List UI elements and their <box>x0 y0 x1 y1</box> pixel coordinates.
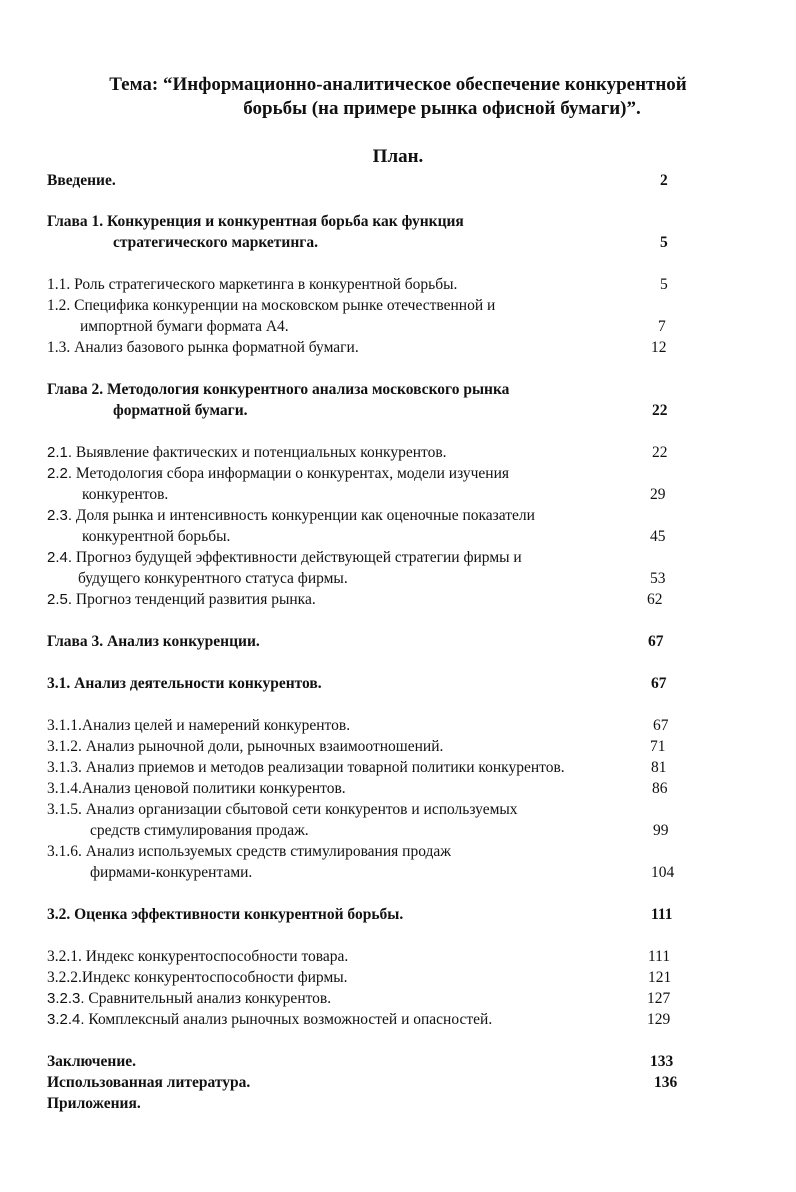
toc-entry-appendix <box>0 1094 796 1116</box>
toc-entry-number: 2.3. <box>47 507 73 524</box>
toc-entry-3-2-4 <box>0 1010 796 1032</box>
title-line-2: борьбы (на примере рынка офисной бумаги)”. <box>243 98 641 119</box>
toc-page-number: 104 <box>651 864 675 881</box>
toc-chapter-1-cont <box>0 233 796 255</box>
toc-entry-text: Введение. <box>47 172 116 189</box>
toc-entry-text: Сравнительный анализ конкурентов. <box>88 990 332 1007</box>
toc-entry-text: 3.1. Анализ деятельности конкурентов. <box>47 675 322 692</box>
toc-entry-3-2-1 <box>0 947 796 969</box>
toc-page-number: 67 <box>653 717 669 734</box>
toc-entry-text: конкурентов. <box>82 486 169 503</box>
toc-entry-1-3 <box>0 338 796 360</box>
toc-entry-1-2 <box>0 296 796 318</box>
toc-entry-text: 1.3. Анализ базового рынка форматной бумаги. <box>47 339 359 356</box>
toc-entry-number: 2.2. <box>47 465 73 482</box>
toc-chapter-2-cont <box>0 401 796 423</box>
toc-entry-3-1-3 <box>0 758 796 780</box>
toc-entry-3-1-6-cont <box>0 863 796 885</box>
toc-entry-text: Прогноз тенденций развития рынка. <box>75 591 316 608</box>
toc-entry-text: Прогноз будущей эффективности действующей стратегии фирмы и <box>75 549 522 566</box>
toc-entry-text: стратегического маркетинга. <box>113 234 318 251</box>
toc-entry-text: Глава 3. Анализ конкуренции. <box>47 633 260 650</box>
toc-entry-conclusion <box>0 1052 796 1074</box>
toc-entry-2-1 <box>0 443 796 465</box>
toc-entry-text: Доля рынка и интенсивность конкуренции как оценочные показатели <box>75 507 535 524</box>
toc-entry-3-1-1 <box>0 716 796 738</box>
toc-entry-text: 3.2.2.Индекс конкурентоспособности фирмы. <box>47 969 348 986</box>
toc-entry-2-3 <box>0 506 796 528</box>
toc-section-3-2 <box>0 905 796 927</box>
toc-entry-text: Приложения. <box>47 1095 141 1112</box>
toc-entry-number: 3.2.4. <box>47 1011 85 1028</box>
toc-page-number: 67 <box>648 633 664 650</box>
toc-page-number: 5 <box>660 234 668 251</box>
toc-page-number: 67 <box>651 675 667 692</box>
toc-entry-text: 3.1.4.Анализ ценовой политики конкурентов. <box>47 780 346 797</box>
toc-entry-2-4 <box>0 548 796 570</box>
toc-entry-text: Заключение. <box>47 1053 137 1070</box>
toc-entry-3-2-3 <box>0 989 796 1011</box>
toc-page-number: 62 <box>647 591 663 608</box>
toc-entry-text: 3.1.2. Анализ рыночной доли, рыночных взаимоотношений. <box>47 738 444 755</box>
toc-entry-number: 2.4. <box>47 549 73 566</box>
toc-page-number: 133 <box>650 1053 674 1070</box>
toc-entry-text: Комплексный анализ рыночных возможностей и опасностей. <box>88 1011 493 1028</box>
toc-entry-text: 3.1.6. Анализ используемых средств стимулирования продаж <box>47 843 451 860</box>
toc-section-3-1 <box>0 674 796 696</box>
toc-entry-intro <box>0 171 796 193</box>
toc-entry-text: форматной бумаги. <box>113 402 248 419</box>
toc-page-number: 22 <box>652 444 668 461</box>
toc-chapter-2 <box>0 380 796 402</box>
toc-entry-text: 3.1.3. Анализ приемов и методов реализации товарной политики конкурентов. <box>47 759 565 776</box>
toc-entry-text: импортной бумаги формата А4. <box>80 318 289 335</box>
toc-entry-number: 2.1. <box>47 444 73 461</box>
toc-entry-text: 3.1.1.Анализ целей и намерений конкурентов. <box>47 717 351 734</box>
toc-entry-number: 3.2.3. <box>47 990 85 1007</box>
toc-entry-text: фирмами-конкурентами. <box>90 864 253 881</box>
toc-page-number: 129 <box>647 1011 671 1028</box>
toc-entry-text: Выявление фактических и потенциальных конкурентов. <box>75 444 447 461</box>
toc-page-number: 111 <box>651 906 673 923</box>
document-title <box>40 73 756 121</box>
toc-page-number: 12 <box>651 339 667 356</box>
plan-heading: План. <box>372 146 424 167</box>
toc-page-number: 22 <box>652 402 668 419</box>
toc-page-number: 53 <box>650 570 666 587</box>
toc-entry-2-4-cont <box>0 569 796 591</box>
toc-entry-text: Методология сбора информации о конкурентах, модели изучения <box>75 465 510 482</box>
toc-entry-3-1-5-cont <box>0 821 796 843</box>
toc-entry-1-2-cont <box>0 317 796 339</box>
toc-entry-text: 1.2. Специфика конкуренции на московском рынке отечественной и <box>47 297 496 314</box>
toc-page-number: 99 <box>653 822 669 839</box>
toc-page-number: 136 <box>654 1074 678 1091</box>
toc-entry-literature <box>0 1073 796 1095</box>
toc-page-number: 111 <box>648 948 671 965</box>
toc-entry-text: 3.2. Оценка эффективности конкурентной борьбы. <box>47 906 404 923</box>
toc-entry-number: 2.5. <box>47 591 73 608</box>
toc-entry-text: средств стимулирования продаж. <box>90 822 309 839</box>
toc-entry-text: будущего конкурентного статуса фирмы. <box>78 570 348 587</box>
toc-entry-3-1-4 <box>0 779 796 801</box>
toc-entry-text: 3.2.1. Индекс конкурентоспособности товара. <box>47 948 349 965</box>
toc-entry-3-1-6 <box>0 842 796 864</box>
toc-entry-text: конкурентной борьбы. <box>82 528 231 545</box>
toc-entry-2-3-cont <box>0 527 796 549</box>
toc-page-number: 45 <box>650 528 666 545</box>
toc-page-number: 121 <box>648 969 672 986</box>
toc-chapter-3 <box>0 632 796 654</box>
toc-entry-text: Глава 2. Методология конкурентного анализа московского рынка <box>47 381 510 398</box>
toc-page-number: 81 <box>651 759 667 776</box>
toc-page-number: 29 <box>650 486 666 503</box>
toc-entry-2-2-cont <box>0 485 796 507</box>
toc-page-number: 127 <box>647 990 671 1007</box>
toc-entry-1-1 <box>0 275 796 297</box>
toc-page-number: 5 <box>660 276 668 293</box>
toc-entry-text: Глава 1. Конкуренция и конкурентная борьба как функция <box>47 213 464 230</box>
toc-page-number: 7 <box>658 318 666 335</box>
toc-entry-3-2-2 <box>0 968 796 990</box>
toc-entry-3-1-5 <box>0 800 796 822</box>
toc-entry-3-1-2 <box>0 737 796 759</box>
toc-entry-2-2 <box>0 464 796 486</box>
title-line-1: Тема: “Информационно-аналитическое обеспечение конкурентной <box>109 74 687 95</box>
toc-page-number: 71 <box>650 738 666 755</box>
toc-page-number: 86 <box>652 780 668 797</box>
toc-entry-2-5 <box>0 590 796 612</box>
toc-page-number: 2 <box>660 172 668 189</box>
toc-entry-text: Использованная литература. <box>47 1074 251 1091</box>
toc-chapter-1 <box>0 212 796 234</box>
toc-entry-text: 1.1. Роль стратегического маркетинга в конкурентной борьбы. <box>47 276 458 293</box>
toc-entry-text: 3.1.5. Анализ организации сбытовой сети конкурентов и используемых <box>47 801 518 818</box>
